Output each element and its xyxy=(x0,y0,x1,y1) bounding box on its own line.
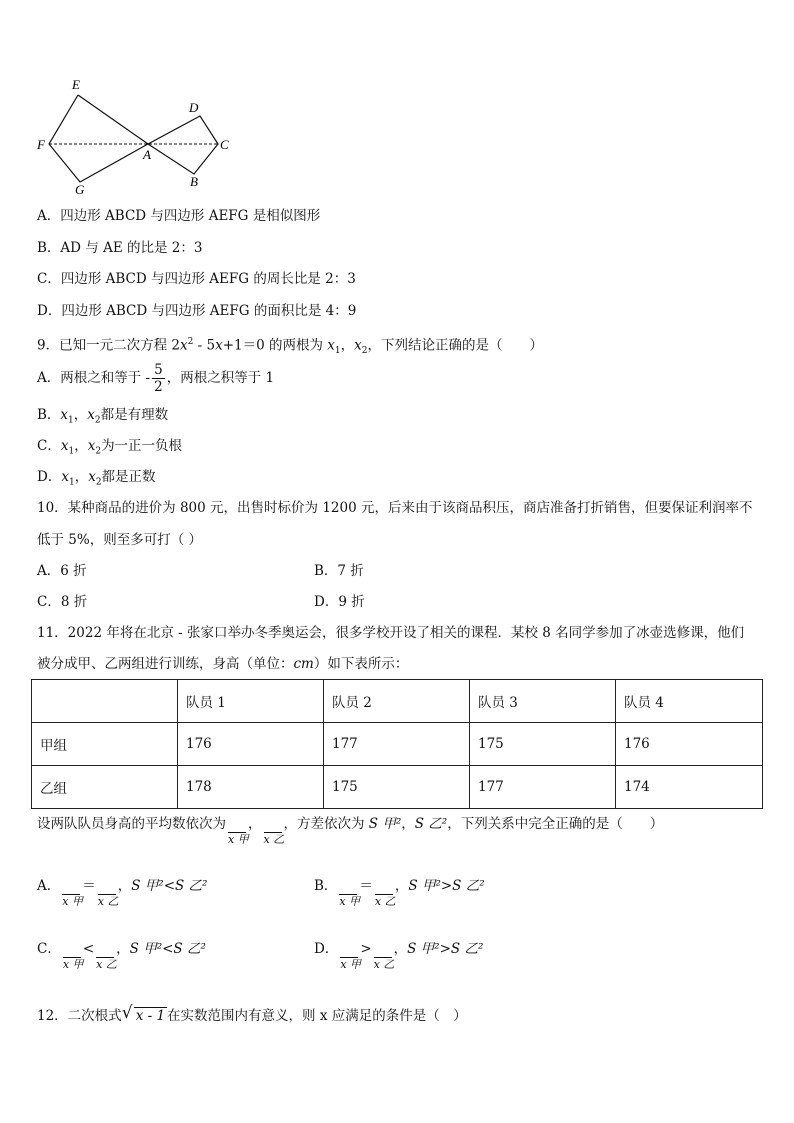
point-g-label: G xyxy=(75,182,85,196)
table-cell: 178 xyxy=(178,766,324,809)
point-e-label: E xyxy=(72,77,80,92)
table-cell: 177 xyxy=(324,723,470,766)
q9-stem: 9．已知一元二次方程 $2x^2 - 5x+1=0$ 的两根为 $x_1$，$x_2$，下列结论正确的是（ ） xyxy=(37,337,543,357)
q8-option-a: A．四边形 ABCD 与四边形 AEFG 是相似图形 xyxy=(37,208,321,224)
q10-stem-line1: 10．某种商品的进价为 800 元，出售时标价为 1200 元，后来由于该商品积压，商店准备打折销售，但要保证利润率不 xyxy=(37,500,753,516)
mean-yi: x 乙 xyxy=(263,833,285,846)
q8-option-c: C．四边形 ABCD 与四边形 AEFG 的周长比是 2：3 xyxy=(37,271,356,287)
table-cell: 队员 2 xyxy=(324,680,470,723)
table-cell: 队员 4 xyxy=(616,680,763,723)
q12-stem: 12．二次根式 √ x - 1 在实数范围内有意义，则 x 应满足的条件是（ ） xyxy=(37,1003,467,1024)
table-cell: 176 xyxy=(178,723,324,766)
table-cell: 177 xyxy=(470,766,616,809)
point-a-label: A xyxy=(143,147,151,162)
q10-option-d: D．9 折 xyxy=(314,594,365,610)
sqrt-symbol: √ x - 1 xyxy=(121,1003,166,1024)
table-cell: 队员 3 xyxy=(470,680,616,723)
point-f-label: F xyxy=(37,137,45,152)
table-cell: 176 xyxy=(616,723,763,766)
mean-jia: x 甲 xyxy=(228,833,249,846)
point-c-label: C xyxy=(220,137,229,152)
quad-abcd xyxy=(148,116,218,174)
q8-option-d: D．四边形 ABCD 与四边形 AEFG 的面积比是 4：9 xyxy=(37,303,357,319)
table-cell: 乙组 xyxy=(32,766,178,809)
table-cell xyxy=(32,680,178,723)
q11-option-d: D． x 甲 > x 乙 ，S 甲²>S 乙² xyxy=(314,941,484,971)
table-row xyxy=(32,766,763,809)
table-cell: 175 xyxy=(470,723,616,766)
table-header-row xyxy=(32,680,763,723)
table-cell: 174 xyxy=(616,766,763,809)
q9-option-b: B．$x_1$，$x_2$都是有理数 xyxy=(37,407,169,426)
q10-stem-line2: 低于 5%，则至多可打（ ） xyxy=(37,532,202,548)
q10-option-a: A．6 折 xyxy=(37,563,87,579)
q11-stem-line2: 被分成甲、乙两组进行训练，身高（单位：cm）如下表所示： xyxy=(37,656,409,672)
q11-option-c: C． x 甲 < x 乙 ，S 甲²<S 乙² xyxy=(37,941,206,971)
q9-option-c: C．$x_1$，$x_2$为一正一负根 xyxy=(37,438,183,457)
table-row xyxy=(32,723,763,766)
quad-aefg xyxy=(49,95,148,182)
q11-after-table: 设两队队员身高的平均数依次为 x 甲 ， x 乙 ，方差依次为 S 甲²，S 乙²，下列关系中完全正确的是（ ） xyxy=(37,816,664,846)
q10-option-b: B．7 折 xyxy=(314,563,364,579)
q9-option-a: A．两根之和等于 - $\frac{5}{2}$ ，两根之积等于 1 xyxy=(37,362,275,395)
q10-option-c: C．8 折 xyxy=(37,594,88,610)
height-table xyxy=(31,679,763,809)
point-b-label: B xyxy=(190,174,198,189)
table-cell: 175 xyxy=(324,766,470,809)
table-cell: 队员 1 xyxy=(178,680,324,723)
point-d-label: D xyxy=(189,100,199,115)
geometry-figure xyxy=(30,76,240,196)
q11-stem-line1: 11．2022 年将在北京 - 张家口举办冬季奥运会，很多学校开设了相关的课程．某校 8 名同学参加了冰壶选修课，他们 xyxy=(37,625,745,641)
table-cell: 甲组 xyxy=(32,723,178,766)
q9-option-d: D．$x_1$，$x_2$都是正数 xyxy=(37,469,156,488)
q11-option-a: A． x 甲 ＝ x 乙 ，S 甲²<S 乙² xyxy=(37,878,208,908)
q8-option-b: B．AD 与 AE 的比是 2：3 xyxy=(37,240,203,256)
q11-option-b: B． x 甲 ＝ x 乙 ，S 甲²>S 乙² xyxy=(314,878,485,908)
fraction: $\frac{5}{2}$ xyxy=(154,362,163,395)
